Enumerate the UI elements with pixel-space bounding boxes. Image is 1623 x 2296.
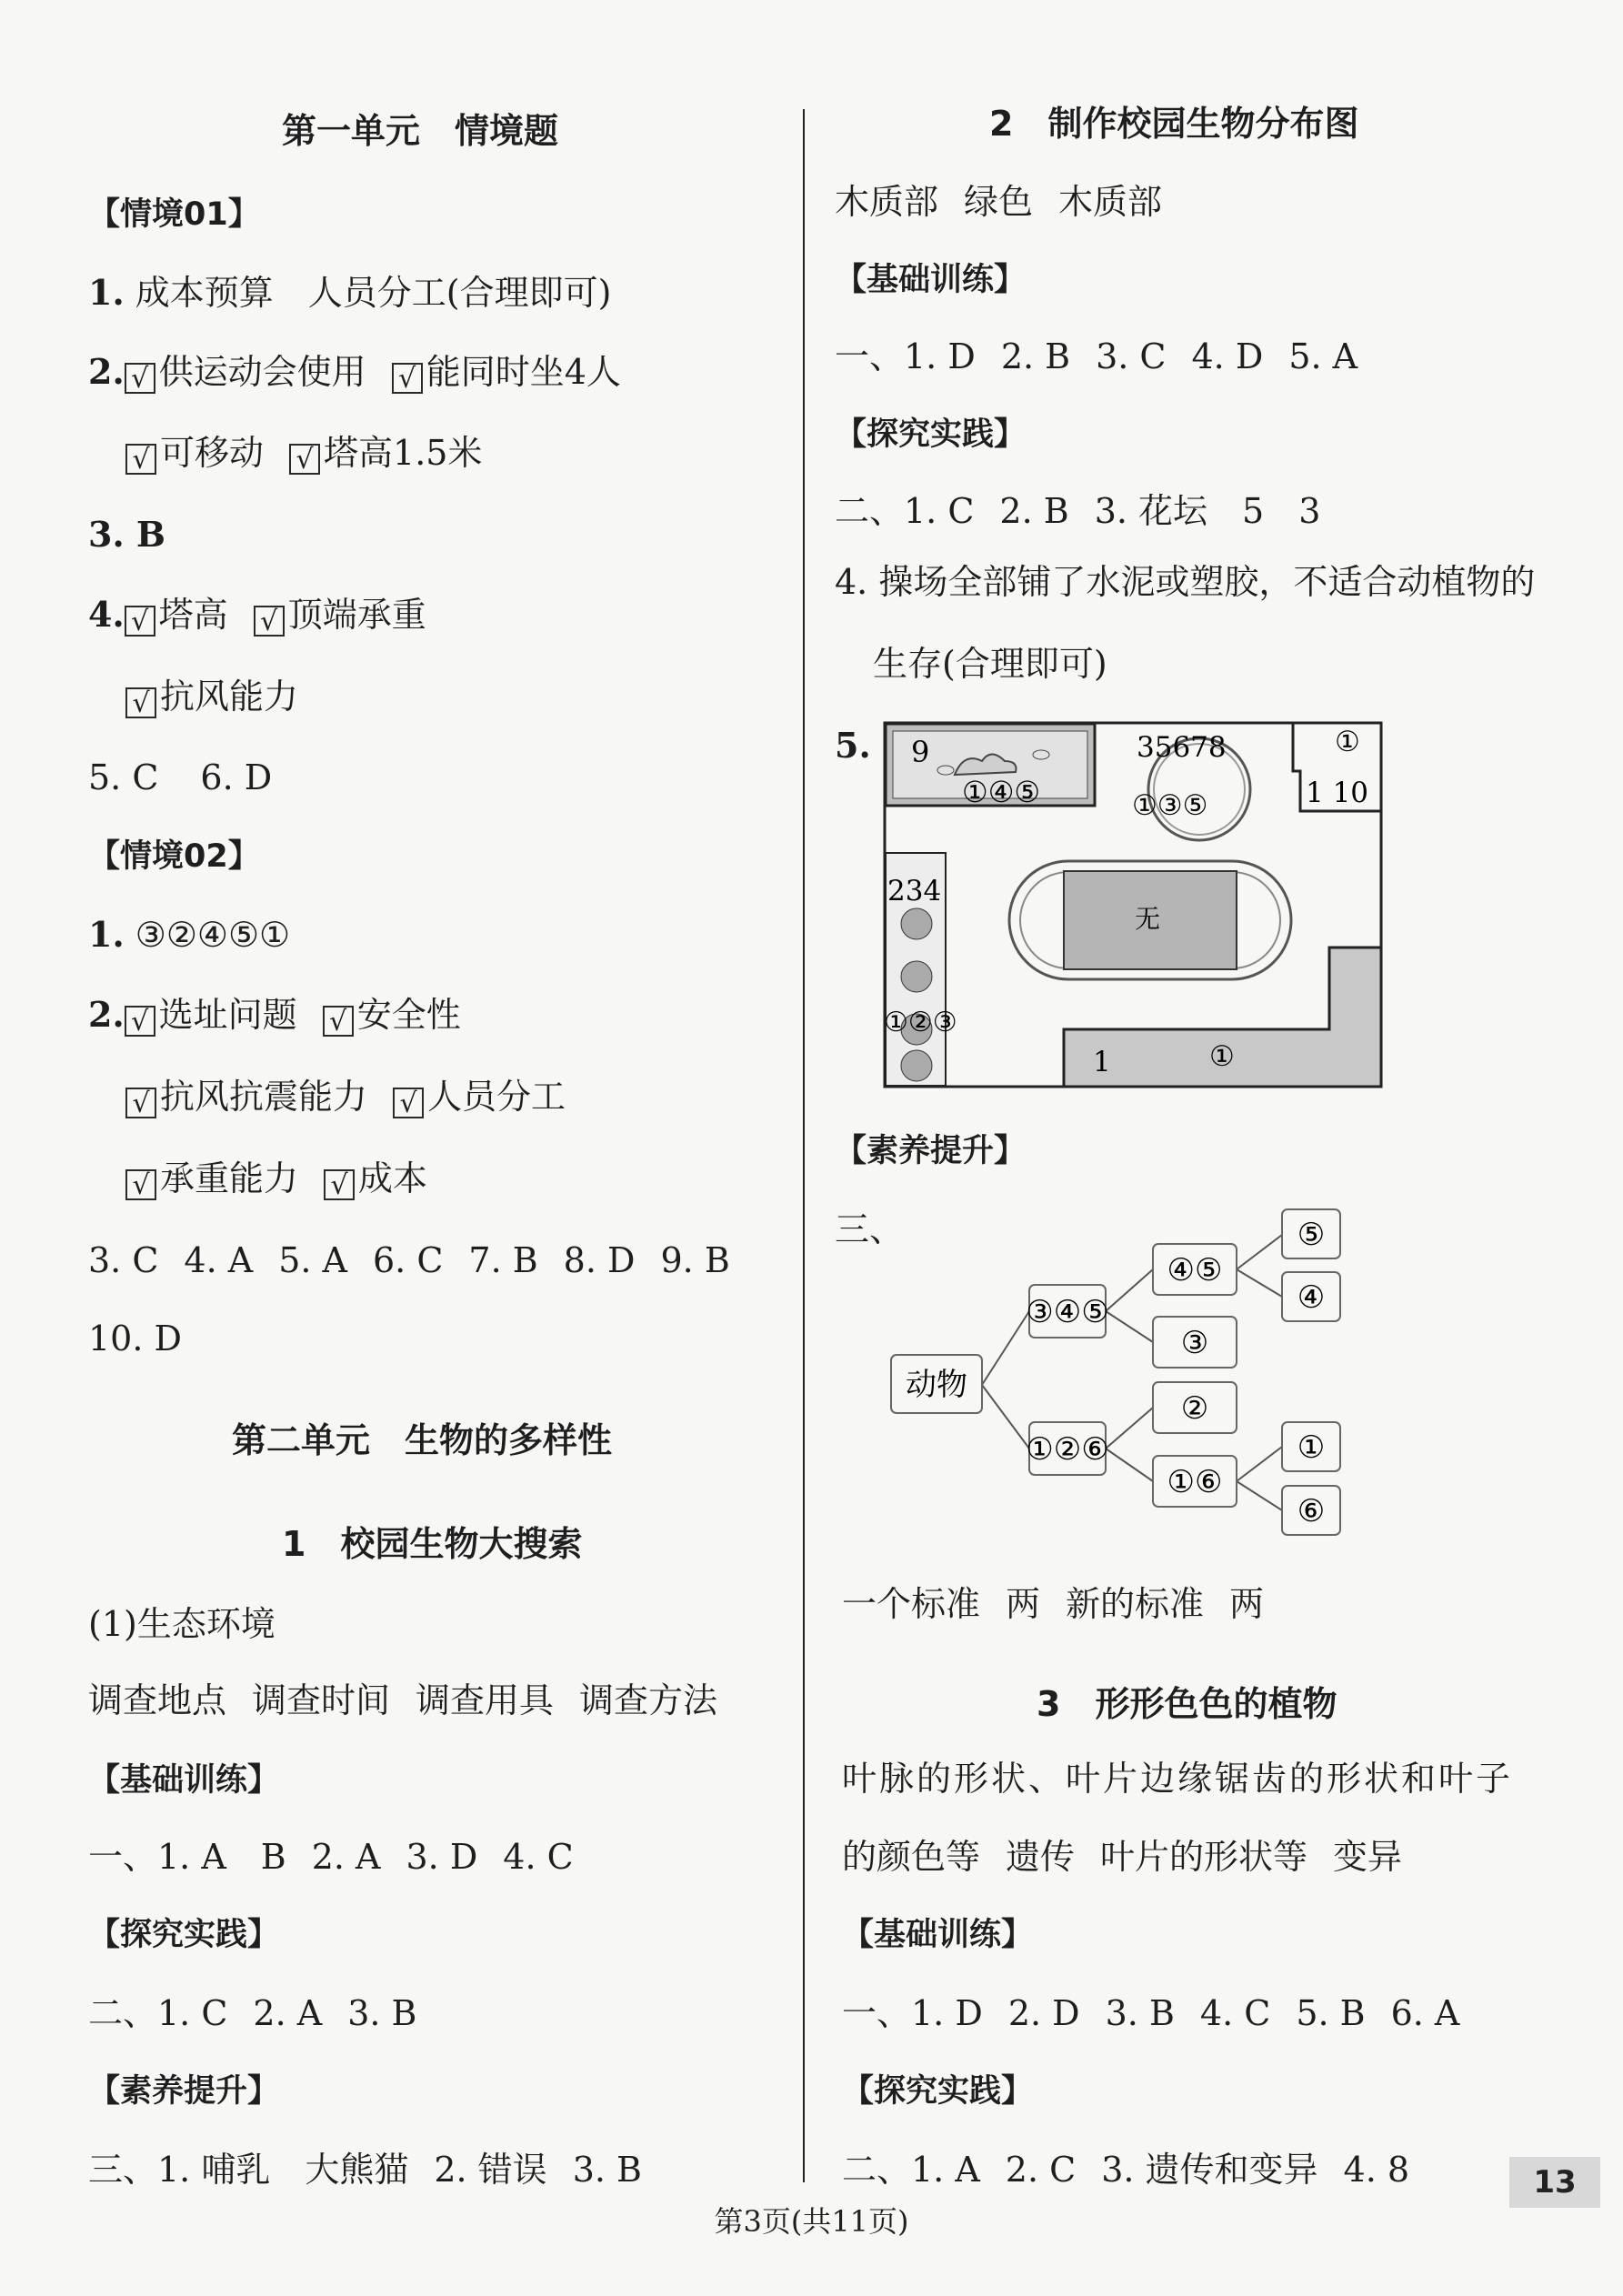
answer: 3. 遗传和变异	[1101, 2150, 1318, 2190]
checkbox-icon: √	[125, 444, 156, 475]
term: 绿色	[964, 182, 1034, 222]
basic-answers	[835, 336, 1358, 376]
checkbox-icon: √	[289, 444, 320, 475]
field-label: 无	[1135, 904, 1161, 934]
q3: 3. B	[88, 514, 166, 555]
node-a-label: ③④⑤	[1026, 1294, 1109, 1330]
q4-number: 4.	[88, 594, 125, 635]
s2-q2-item: 选址问题	[158, 995, 297, 1035]
explore-header: 【探究实践】	[88, 1917, 280, 1953]
checkbox-icon: √	[392, 363, 423, 394]
q4-line1: 4. 操场全部铺了水泥或塑胶，不适合动植物的	[835, 562, 1536, 602]
s2-q2-item: 人员分工	[427, 1077, 566, 1117]
left-circled: ①②③	[884, 1007, 957, 1038]
term: 木质部	[1058, 182, 1163, 222]
answer: 2. B	[999, 491, 1069, 531]
q1-line	[88, 273, 611, 313]
term: 调查方法	[579, 1680, 718, 1720]
q2-item: 塔高1.5米	[324, 433, 483, 473]
basic-answers-3	[842, 1993, 1459, 2033]
checkbox-icon: √	[125, 687, 156, 718]
answer: 4. C	[1199, 1993, 1271, 2033]
checkbox-icon: √	[324, 1169, 355, 1200]
term: 两	[1229, 1584, 1265, 1624]
q4-line2: 生存(合理即可)	[873, 644, 1107, 684]
tree-prefix: 三、	[835, 1209, 905, 1249]
answer: 3. 花坛 5 3	[1094, 491, 1321, 531]
lesson3-title: 3 形形色色的植物	[1037, 1684, 1337, 1724]
q2-item: 供运动会使用	[158, 352, 366, 392]
root-label: 动物	[906, 1367, 967, 1403]
answer: 4. A	[184, 1240, 254, 1280]
term: 的颜色等	[842, 1837, 981, 1877]
explore-header: 【探究实践】	[835, 416, 1027, 453]
situation-02-header: 【情境02】	[88, 838, 260, 875]
lesson3-line1: 叶脉的形状、叶片边缘锯齿的形状和叶子	[842, 1759, 1514, 1799]
s2-q2-item: 抗风抗震能力	[160, 1077, 368, 1117]
s2-q3-q9-line	[88, 1240, 730, 1280]
bush-icon	[901, 1050, 932, 1081]
term: 叶片的形状等	[1100, 1837, 1308, 1877]
q1-number: 1.	[88, 272, 125, 313]
answer: 8. D	[563, 1240, 636, 1280]
q2-line2	[125, 433, 482, 475]
q5-q6-line	[88, 757, 272, 797]
s2-q2-line3	[125, 1158, 427, 1200]
pond-circled: ①④⑤	[962, 775, 1041, 809]
q4-item: 塔高	[158, 595, 228, 635]
answer: 4. 8	[1343, 2150, 1410, 2190]
answer: 4. D	[1191, 336, 1264, 376]
s2-q1-number: 1.	[88, 914, 125, 955]
basic-training-header-3: 【基础训练】	[842, 1917, 1034, 1953]
s2-q2-line2	[125, 1077, 566, 1118]
answer: 2. C	[1005, 2150, 1077, 2190]
checkbox-icon: √	[125, 1169, 156, 1200]
node-b2b-label: ⑥	[1297, 1493, 1326, 1529]
answer: 6. C	[372, 1240, 444, 1280]
situation-01-header: 【情境01】	[88, 196, 260, 233]
q5-number: 5.	[835, 725, 871, 766]
term: 变异	[1333, 1837, 1403, 1877]
explore-answers	[835, 491, 1320, 531]
answer: 2. D	[1007, 1993, 1080, 2033]
answer: 3. C	[88, 1240, 159, 1280]
q6: 6. D	[200, 757, 273, 797]
explore-answers-3	[842, 2150, 1409, 2190]
answer: 5. A	[1288, 336, 1358, 376]
node-b2-label: ①⑥	[1167, 1464, 1223, 1500]
node-a1b-label: ④	[1297, 1279, 1326, 1316]
q4-line1	[88, 595, 426, 637]
basic-answers	[88, 1837, 574, 1877]
node-a2-label: ③	[1180, 1325, 1209, 1361]
q2-item: 能同时坐4人	[426, 352, 621, 392]
page-number-badge: 13	[1509, 2157, 1600, 2208]
s2-q2-item: 承重能力	[160, 1158, 299, 1198]
node-b1-label: ②	[1180, 1390, 1209, 1427]
s2-q10: 10. D	[88, 1318, 182, 1359]
corner-circled: ①	[1335, 726, 1360, 758]
lesson1-line2	[88, 1680, 717, 1720]
s2-q2-item: 安全性	[356, 995, 461, 1035]
q1-text: 成本预算 人员分工(合理即可)	[135, 273, 612, 313]
answer: 一、1. A B	[88, 1837, 286, 1877]
answer: 3. B	[1105, 1993, 1175, 2033]
left-number: 234	[887, 875, 942, 907]
answer: 二、1. A	[842, 2150, 980, 2190]
term: 木质部	[835, 182, 939, 222]
lesson1-title: 1 校园生物大搜索	[282, 1524, 583, 1564]
term: 一个标准	[842, 1584, 981, 1624]
answer: 一、1. D	[842, 1993, 983, 2033]
term: 调查地点	[88, 1680, 227, 1720]
lesson3-line2	[842, 1837, 1402, 1877]
checkbox-icon: √	[254, 606, 285, 637]
answer: 2. B	[1000, 336, 1071, 376]
explore-header-3: 【探究实践】	[842, 2073, 1034, 2110]
checkbox-icon: √	[125, 606, 155, 637]
answer: 二、1. C	[835, 491, 975, 531]
answer: 9. B	[660, 1240, 730, 1280]
unit2-title: 第二单元 生物的多样性	[232, 1420, 613, 1460]
term: 遗传	[1006, 1837, 1076, 1877]
answer: 2. A	[253, 1993, 323, 2033]
s2-q2-number: 2.	[88, 994, 125, 1035]
checkbox-icon: √	[125, 1088, 156, 1118]
answer: 3. B	[347, 1993, 417, 2033]
answer: 5. B	[1296, 1993, 1366, 2033]
answer: 二、1. C	[88, 1993, 228, 2033]
q4-item: 顶端承重	[287, 595, 426, 635]
q4-item: 抗风能力	[160, 677, 299, 717]
answer: 一、1. D	[835, 336, 976, 376]
lesson2-line1	[835, 182, 1162, 222]
answer: 7. B	[468, 1240, 538, 1280]
answer: 4. C	[503, 1837, 574, 1877]
checkbox-icon: √	[125, 1006, 155, 1037]
q4-line2	[125, 677, 298, 718]
lesson2-title: 2 制作校园生物分布图	[989, 104, 1359, 144]
checkbox-icon: √	[323, 1006, 354, 1037]
corner-number: 1 10	[1306, 777, 1369, 809]
answer: 2. 错误	[434, 2150, 547, 2190]
bush-icon	[901, 961, 932, 992]
tree-caption	[842, 1584, 1264, 1624]
improve-answers	[88, 2150, 642, 2190]
q2-item: 可移动	[160, 433, 265, 473]
answer: 三、1. 哺乳 大熊猫	[88, 2150, 409, 2190]
improve-header: 【素养提升】	[88, 2073, 280, 2110]
term: 新的标准	[1066, 1584, 1205, 1624]
tree-circled: ①③⑤	[1132, 789, 1208, 822]
node-a1a-label: ⑤	[1297, 1217, 1326, 1253]
improve-header: 【素养提升】	[835, 1133, 1027, 1169]
page-footer: 第3页(共11页)	[714, 2204, 909, 2239]
bottom-circled: ①	[1209, 1040, 1235, 1073]
answer: 5. A	[278, 1240, 347, 1280]
q5: 5. C	[88, 757, 159, 797]
q2-line1	[88, 352, 621, 394]
s2-q2-item: 成本	[358, 1158, 428, 1198]
s2-q1-text: ③②④⑤①	[135, 915, 291, 955]
basic-training-header: 【基础训练】	[835, 262, 1027, 298]
lesson1-line1: (1)生态环境	[88, 1604, 276, 1644]
answer: 2. A	[311, 1837, 381, 1877]
s2-q2-line1	[88, 995, 461, 1037]
term: 调查用具	[416, 1680, 555, 1720]
classification-tree	[882, 1197, 1446, 1560]
term: 两	[1006, 1584, 1041, 1624]
column-divider	[803, 109, 805, 2182]
basic-training-header: 【基础训练】	[88, 1762, 280, 1799]
bottom-number: 1	[1093, 1046, 1111, 1078]
checkbox-icon: √	[393, 1088, 424, 1118]
tree-number: 35678	[1137, 731, 1227, 764]
q2-number: 2.	[88, 351, 125, 392]
checkbox-icon: √	[125, 363, 155, 394]
node-b2a-label: ①	[1297, 1429, 1326, 1466]
s2-q1-line	[88, 915, 290, 955]
answer: 3. C	[1096, 336, 1167, 376]
answer: 3. D	[406, 1837, 478, 1877]
explore-answers	[88, 1993, 416, 2033]
pond-number: 9	[911, 735, 930, 769]
unit1-title: 第一单元 情境题	[282, 111, 559, 151]
answer: 6. A	[1390, 1993, 1460, 2033]
answer: 3. B	[572, 2150, 642, 2190]
node-b-label: ①②⑥	[1026, 1431, 1109, 1468]
node-a1-label: ④⑤	[1167, 1252, 1223, 1288]
term: 调查时间	[252, 1680, 391, 1720]
school-map	[882, 720, 1386, 1093]
bush-icon	[901, 908, 932, 939]
